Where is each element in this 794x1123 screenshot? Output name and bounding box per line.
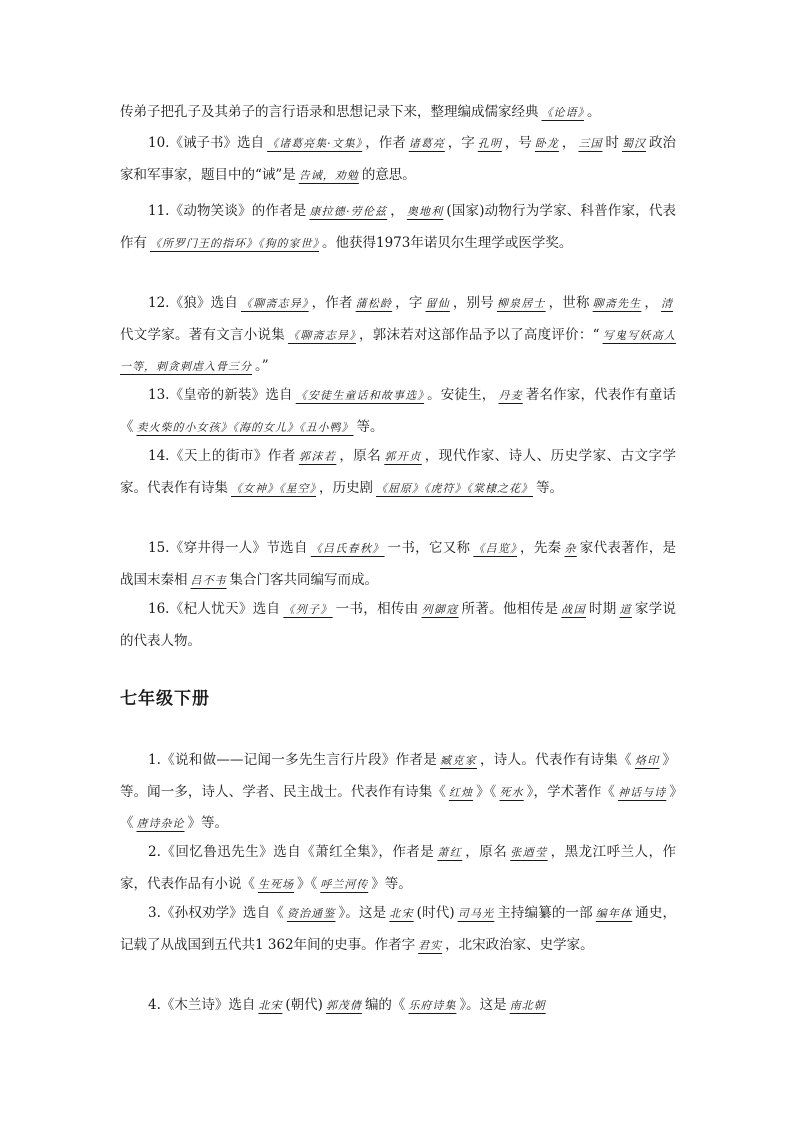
question-text: 1.《说和做——记闻一多先生言行片段》作者是	[148, 752, 438, 768]
answer-blank: 编年体	[595, 907, 633, 920]
section-heading: 七年级下册	[120, 689, 210, 709]
answer-blank: 三国	[578, 137, 603, 150]
question-text: ，现代作家、诗人、历史学家、古文字学家。代表作有诗集	[120, 448, 677, 496]
answer-blank: 《诸葛亮集·文集》	[267, 137, 363, 150]
question-text: 。他获得1973年诺贝尔生理学或医学奖。	[322, 234, 573, 251]
question-text: 4.《木兰诗》选自	[148, 997, 256, 1013]
answer-blank: 《所罗门王的指环》《狗的家世》	[150, 236, 319, 250]
question-text: 。	[587, 104, 601, 120]
answer-blank: 道	[619, 603, 632, 616]
question-item	[120, 533, 676, 596]
question-text: ，郭沫若对这部作品予以了高度评价：“	[358, 326, 600, 343]
answer-blank: 清	[661, 297, 674, 310]
answer-blank: 卖火柴的小女孩》《海的女儿》《丑小鸭》	[136, 420, 354, 434]
answer-blank: 萧红	[437, 846, 463, 859]
question-text: 2.《回忆鲁迅先生》选自《萧红全集》，作者是	[148, 844, 435, 860]
question-item	[120, 837, 676, 900]
question-text: (朝代)	[285, 997, 323, 1013]
answer-blank: 呼兰河传	[320, 877, 369, 891]
answer-blank: 郭沫若	[298, 450, 337, 463]
question-item	[120, 898, 676, 961]
question-text: 等。	[536, 479, 563, 496]
answer-blank: 康拉德·劳伦兹	[309, 205, 388, 218]
question-text: ，原名	[339, 448, 382, 464]
question-item	[120, 441, 676, 504]
question-text: 一书，相传由	[335, 601, 419, 617]
answer-blank: 蒲松龄	[355, 297, 393, 310]
question-text: 10.《诫子书》选自	[148, 135, 265, 151]
question-text: 15.《穿井得一人》节选自	[148, 540, 308, 556]
answer-blank: 《聊斋志异》	[241, 297, 309, 310]
answer-blank: 写鬼写妖高人一等，刺贪刺虐入骨三分	[120, 328, 677, 373]
question-text: 》。这是	[338, 905, 387, 921]
answer-blank: 奥地利	[406, 205, 444, 218]
question-text: 的意思。	[361, 166, 416, 183]
answer-blank: 烙印	[634, 754, 660, 767]
answer-blank: 诸葛亮	[408, 137, 445, 150]
answer-blank: 《吕氏春秋》	[310, 542, 385, 555]
answer-blank: 乐府诗集	[408, 999, 457, 1012]
question-text: (国家)动物行为学家、科普作家，代表作有	[120, 203, 676, 251]
question-text: 》等。	[371, 875, 412, 892]
question-text: 》《	[297, 875, 318, 892]
answer-blank: 《女神》《星空》	[231, 481, 316, 495]
answer-blank: 《列子》	[283, 603, 333, 616]
question-text: ，字	[395, 295, 423, 311]
question-text: 13.《皇帝的新装》选自	[148, 387, 293, 403]
answer-blank: 资治通鉴	[286, 907, 336, 920]
question-text: 16.《杞人忧天》选自	[148, 601, 281, 617]
answer-blank: 死水	[499, 785, 524, 799]
answer-blank: 《聊斋志异》	[287, 328, 356, 342]
answer-blank: 郭开贞	[384, 450, 422, 463]
answer-blank: 卧龙	[534, 137, 559, 150]
question-text: 时期	[588, 601, 617, 617]
question-text: 所著。他相传是	[461, 601, 559, 617]
answer-blank: 告诫，劝勉	[298, 168, 359, 182]
question-text: ，作者	[311, 295, 353, 311]
question-text: 等。	[356, 418, 384, 435]
question-text: 》《	[476, 783, 497, 800]
question-text: 通史，记载了从战国到五代共1 362年间的史事。作者字	[120, 905, 677, 953]
answer-blank: 红烛	[448, 785, 474, 799]
question-text: 》，学术著作《	[526, 783, 615, 800]
answer-blank: 留仙	[425, 297, 450, 310]
question-item	[120, 990, 676, 1022]
answer-blank: 杂	[564, 542, 577, 555]
question-text: ，历史剧	[319, 479, 373, 496]
question-text: 。安徒生，	[427, 387, 496, 403]
answer-blank: 北宋	[258, 999, 283, 1012]
answer-blank: 柳泉居士	[496, 297, 546, 310]
answer-blank: 列御寇	[421, 603, 459, 616]
question-item	[120, 380, 676, 443]
answer-blank: 《论语》	[541, 106, 584, 119]
question-item	[120, 594, 676, 656]
answer-blank: 南北朝	[509, 999, 546, 1012]
answer-blank: 君实	[418, 938, 443, 952]
answer-blank: 孔明	[477, 137, 502, 150]
question-text: ，作者	[365, 135, 406, 151]
question-text: ，诗人。代表作有诗集《	[480, 752, 632, 768]
question-text: 11.《动物笑谈》的作者是	[148, 203, 307, 219]
answer-blank: 聊斋先生	[592, 297, 642, 310]
answer-blank: 唐诗杂论	[136, 817, 185, 830]
answer-blank: 神话与诗	[617, 785, 667, 799]
question-text: ，字	[447, 135, 475, 151]
question-text: ，先秦	[520, 540, 562, 556]
answer-blank: 北宋	[389, 907, 414, 920]
question-item	[120, 288, 676, 383]
question-text: 》《	[120, 783, 677, 831]
question-text: ，世称	[548, 295, 590, 311]
question-text: ，别号	[452, 295, 494, 311]
answer-blank: 蜀汉	[621, 137, 647, 150]
question-item	[120, 745, 676, 840]
question-text: 政治家和军事家，题目中的“诫”是	[120, 135, 677, 183]
answer-blank: 战国	[561, 603, 586, 616]
question-text: ，原名	[465, 844, 508, 860]
question-text: 。”	[255, 358, 269, 374]
answer-blank: 《屈原》《虎符》《棠棣之花》	[376, 481, 533, 495]
question-text: 代文学家。著有文言小说集	[120, 326, 285, 343]
answer-blank: 丹麦	[498, 389, 523, 402]
question-text: 集合门客共同编写而成。	[229, 571, 378, 588]
question-text: 编的《	[364, 997, 406, 1013]
answer-blank: 吕不韦	[190, 573, 227, 587]
question-text: 著名作家，代表作有童话《	[120, 387, 676, 435]
question-text: 家代表著作，是战国末秦相	[120, 540, 677, 588]
question-text: ，	[390, 203, 404, 219]
answer-blank: 生死场	[258, 877, 294, 891]
question-text: 一书，它又称	[387, 540, 471, 556]
question-text: 时	[605, 135, 619, 151]
question-text: 家学说的代表人物。	[120, 601, 677, 649]
question-text: ，	[561, 135, 576, 151]
answer-blank: 郭茂倩	[325, 999, 362, 1012]
question-item	[120, 97, 676, 129]
question-text: 14.《天上的街市》作者	[148, 448, 296, 464]
question-text: (时代)	[416, 905, 455, 921]
question-text: ，黑龙江呼兰人，作家，代表作品有小说《	[120, 844, 677, 892]
question-item	[120, 196, 676, 259]
question-text: 主持编纂的一部	[497, 905, 593, 921]
answer-blank: 臧克家	[440, 754, 477, 767]
question-text: 传弟子把孔子及其弟子的言行语录和思想记录下来，整理编成儒家经典	[120, 104, 539, 120]
answer-blank: 司马光	[457, 907, 495, 920]
question-text: 》。这是	[459, 997, 507, 1013]
question-text: ，北宋政治家、史学家。	[445, 936, 594, 953]
question-text: 》等。闻一多，诗人、学者、民主战士。代表作有诗集《	[120, 752, 677, 800]
question-text: 3.《孙权劝学》选自《	[148, 905, 284, 921]
question-text: 》等。	[187, 815, 228, 831]
question-text: 12.《狼》选自	[148, 295, 239, 311]
question-text: ，	[644, 295, 659, 311]
question-item	[120, 128, 676, 191]
answer-blank: 《吕览》	[473, 542, 518, 555]
answer-blank: 张迺莹	[510, 846, 548, 859]
answer-blank: 《安徒生童话和故事选》	[295, 389, 425, 402]
question-text: ，号	[504, 135, 532, 151]
